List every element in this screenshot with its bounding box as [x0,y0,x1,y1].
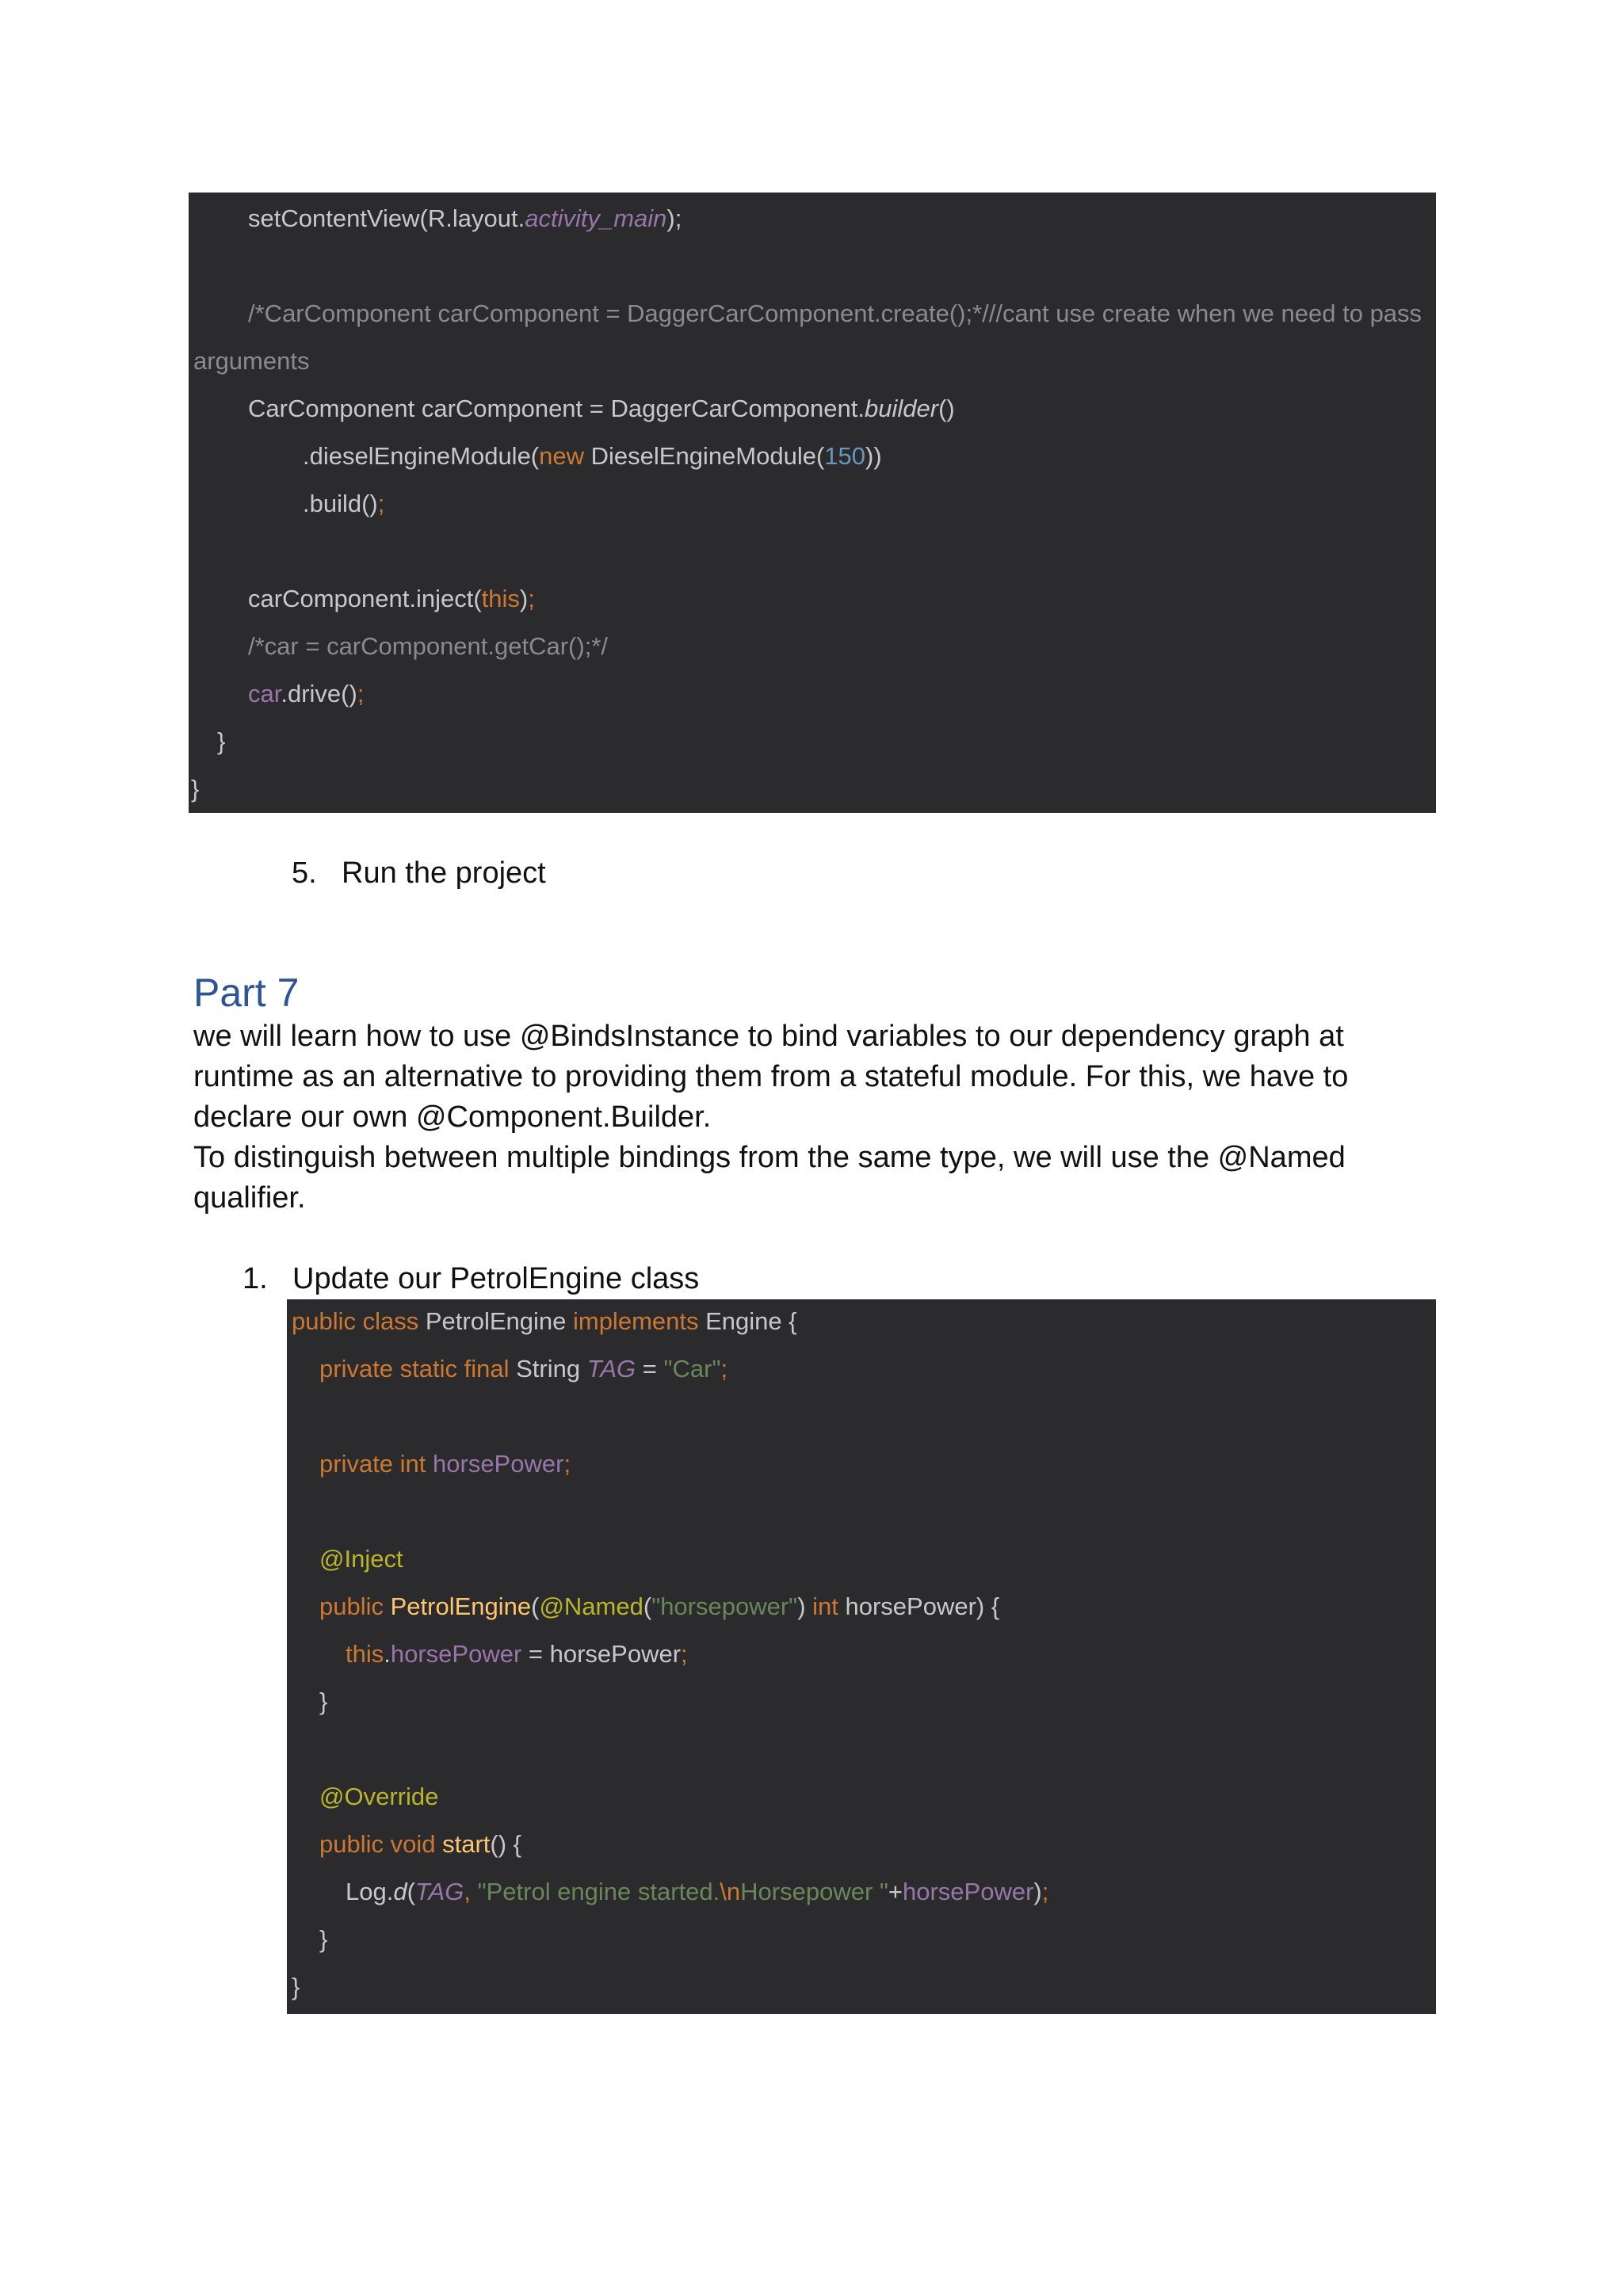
code-line: public PetrolEngine(@Named("horsepower") int horsePower) { [319,1592,1000,1620]
list-number: 5. [292,856,317,890]
code-line: .build(); [303,490,385,517]
list-item-text: Update our PetrolEngine class [292,1262,700,1295]
code-line: @Inject [319,1545,403,1573]
code-line: carComponent.inject(this); [248,585,535,612]
code-line: .dieselEngineModule(new DieselEngineModule(150)) [303,442,882,470]
code-line: CarComponent carComponent = DaggerCarComponent.builder() [248,395,955,422]
code-line: @Override [319,1783,439,1810]
code-comment-line: /*car = carComponent.getCar();*/ [248,632,608,660]
code-line: private int horsePower; [319,1450,571,1478]
paragraph-text: To distinguish between multiple bindings from the same type, we will use the @Named qualifier. [193,1141,1346,1215]
code-line: this.horsePower = horsePower; [346,1640,688,1668]
code-line: } [319,1925,328,1953]
code-block-petrol-engine [287,1299,1436,2014]
code-line: car.drive(); [248,680,365,707]
code-line: Log.d(TAG, "Petrol engine started.\nHorsepower "+horsePower); [346,1878,1049,1905]
paragraph-text: we will learn how to use @BindsInstance to bind variables to our dependency graph at runtime as an alternative to providing them from a stateful module. For this, we have to declare our own @Component.Builder. [193,1020,1349,1134]
code-block-main-activity [189,193,1436,813]
code-comment-line: arguments [193,347,310,375]
code-line: } [319,1688,328,1715]
code-line: } [191,775,200,803]
code-line: private static final String TAG = "Car"; [319,1355,728,1383]
code-line: } [292,1973,300,2000]
code-line: public void start() { [319,1830,522,1858]
code-line: public class PetrolEngine implements Engine { [292,1307,797,1335]
code-comment-line: /*CarComponent carComponent = DaggerCarComponent.create();*///cant use create when we need to pass [248,299,1423,327]
code-line: setContentView(R.layout.activity_main); [248,204,682,232]
section-paragraph [193,1016,1430,1219]
list-item-text: Run the project [342,856,546,890]
section-heading: Part 7 [193,971,300,1015]
code-line: } [217,727,226,755]
list-number: 1. [242,1262,268,1295]
